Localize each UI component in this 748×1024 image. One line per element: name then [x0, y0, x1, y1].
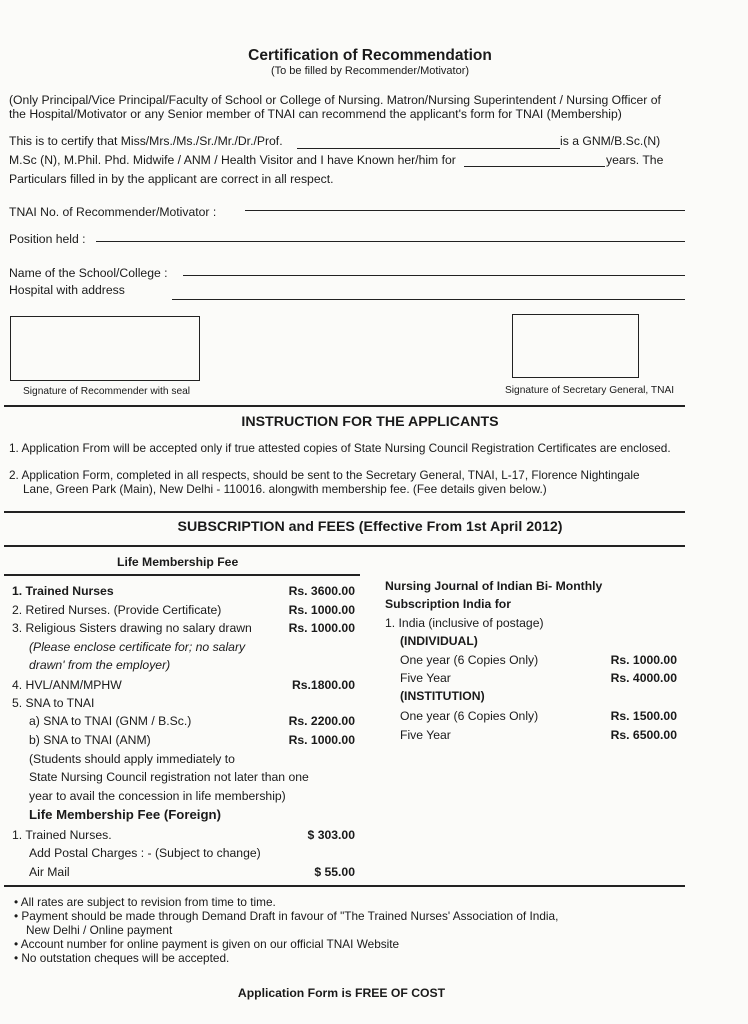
- journal-row-label: (INSTITUTION): [400, 689, 485, 703]
- note-payment: • Payment should be made through Demand Draft in favour of "The Trained Nurses' Association of India,: [14, 909, 559, 923]
- fee-row-note: year to avail the concession in life membership): [29, 789, 286, 803]
- journal-heading-1: Nursing Journal of Indian Bi- Monthly: [385, 579, 603, 593]
- fee-row-amount: Rs.1800.00: [291, 678, 355, 692]
- position-field[interactable]: [96, 241, 685, 242]
- fee-row-amount: Rs. 1000.00: [288, 603, 355, 617]
- journal-row-label: (INDIVIDUAL): [400, 634, 478, 648]
- certify-line-2-end: years. The: [606, 153, 664, 167]
- page-subtitle: (To be filled by Recommender/Motivator): [270, 65, 470, 77]
- eligibility-line-1: (Only Principal/Vice Principal/Faculty of School or College of Nursing. Matron/Nursing Superintendent / Nursing Officer of: [9, 93, 661, 107]
- journal-row-label: One year (6 Copies Only): [400, 709, 539, 723]
- position-label: Position held :: [9, 232, 86, 246]
- divider: [4, 885, 685, 887]
- journal-row-amount: Rs. 1000.00: [610, 653, 677, 667]
- journal-heading-2: Subscription India for: [385, 597, 511, 611]
- fee-row-label: 4. HVL/ANM/MPHW: [12, 678, 122, 692]
- note-cheques: • No outstation cheques will be accepted.: [14, 951, 230, 965]
- fee-row-label: a) SNA to TNAI (GNM / B.Sc.): [29, 714, 192, 728]
- divider: [4, 511, 685, 513]
- certify-line-3: Particulars filled in by the applicant are correct in all respect.: [9, 172, 334, 186]
- journal-row-amount: Rs. 6500.00: [610, 728, 677, 742]
- divider: [4, 574, 360, 576]
- recommender-signature-box[interactable]: [10, 316, 200, 381]
- fee-row-amount: Rs. 1000.00: [288, 733, 355, 747]
- divider: [4, 405, 685, 407]
- fee-row-amount: Rs. 1000.00: [288, 621, 355, 635]
- footer-free: Application Form is FREE OF COST: [237, 986, 446, 1000]
- fee-row-amount: $ 55.00: [314, 865, 355, 879]
- school-field[interactable]: [183, 275, 685, 276]
- secretary-signature-box[interactable]: [512, 314, 639, 378]
- fee-row-note: (Students should apply immediately to: [29, 752, 235, 766]
- life-membership-heading: Life Membership Fee: [117, 555, 239, 569]
- page-title: Certification of Recommendation: [248, 47, 492, 64]
- secretary-signature-label: Signature of Secretary General, TNAI: [505, 385, 675, 396]
- subscription-heading: SUBSCRIPTION and FEES (Effective From 1st April 2012): [177, 519, 563, 535]
- instructions-heading: INSTRUCTION FOR THE APPLICANTS: [241, 414, 499, 430]
- fee-row-amount: Rs. 3600.00: [288, 584, 355, 598]
- journal-row-label: 1. India (inclusive of postage): [385, 616, 544, 630]
- recommender-signature-label: Signature of Recommender with seal: [23, 386, 191, 397]
- fee-row-label: 1. Trained Nurses.: [12, 828, 112, 842]
- note-account: • Account number for online payment is given on our official TNAI Website: [14, 937, 400, 951]
- fee-row-label: Add Postal Charges : - (Subject to change): [29, 846, 261, 860]
- eligibility-line-2: the Hospital/Motivator or any Senior member of TNAI can recommend the applicant's form for TNAI (Membership): [9, 107, 622, 121]
- certify-line-1-end: is a GNM/B.Sc.(N): [560, 134, 661, 148]
- divider: [4, 545, 685, 547]
- hospital-field[interactable]: [172, 299, 685, 300]
- fee-row-label: 2. Retired Nurses. (Provide Certificate): [12, 603, 222, 617]
- fee-row-label: 3. Religious Sisters drawing no salary drawn: [12, 621, 252, 635]
- applicant-name-field[interactable]: [297, 148, 560, 149]
- fee-row-amount: $ 303.00: [307, 828, 355, 842]
- note-rates: • All rates are subject to revision from time to time.: [14, 895, 276, 909]
- fee-row-amount: Rs. 2200.00: [288, 714, 355, 728]
- journal-row-label: Five Year: [400, 728, 451, 742]
- years-known-field[interactable]: [464, 166, 605, 167]
- fee-row-label: 1. Trained Nurses: [12, 584, 114, 598]
- hospital-label: Hospital with address: [9, 283, 125, 297]
- fee-row-note: (Please enclose certificate for; no salary: [29, 640, 246, 654]
- note-payment-cont: New Delhi / Online payment: [26, 923, 173, 937]
- certify-line-2-start: M.Sc (N), M.Phil. Phd. Midwife / ANM / Health Visitor and I have Known her/him for: [9, 153, 456, 167]
- fee-row-label: Air Mail: [29, 865, 70, 879]
- tnai-no-field[interactable]: [245, 210, 685, 211]
- instruction-item-2-line-1: 2. Application Form, completed in all respects, should be sent to the Secretary General, TNAI, L-17, Florence Nightingale: [9, 468, 640, 482]
- journal-row-label: One year (6 Copies Only): [400, 653, 539, 667]
- instruction-item-1: 1. Application From will be accepted only if true attested copies of State Nursing Council Registration Certificates are enclosed.: [9, 441, 671, 455]
- fee-row-label: b) SNA to TNAI (ANM): [29, 733, 151, 747]
- journal-row-amount: Rs. 4000.00: [610, 671, 677, 685]
- fee-row-label: 5. SNA to TNAI: [12, 696, 95, 710]
- fee-row-note: drawn' from the employer): [29, 658, 171, 672]
- journal-row-label: Five Year: [400, 671, 451, 685]
- journal-row-amount: Rs. 1500.00: [610, 709, 677, 723]
- foreign-membership-heading: Life Membership Fee (Foreign): [29, 807, 221, 822]
- fee-row-note: State Nursing Council registration not later than one: [29, 770, 309, 784]
- tnai-no-label: TNAI No. of Recommender/Motivator :: [9, 205, 217, 219]
- certify-line-1-start: This is to certify that Miss/Mrs./Ms./Sr./Mr./Dr./Prof.: [9, 134, 283, 148]
- school-label: Name of the School/College :: [9, 266, 168, 280]
- instruction-item-2-line-2: Lane, Green Park (Main), New Delhi - 110016. alongwith membership fee. (Fee details given below.): [23, 482, 547, 496]
